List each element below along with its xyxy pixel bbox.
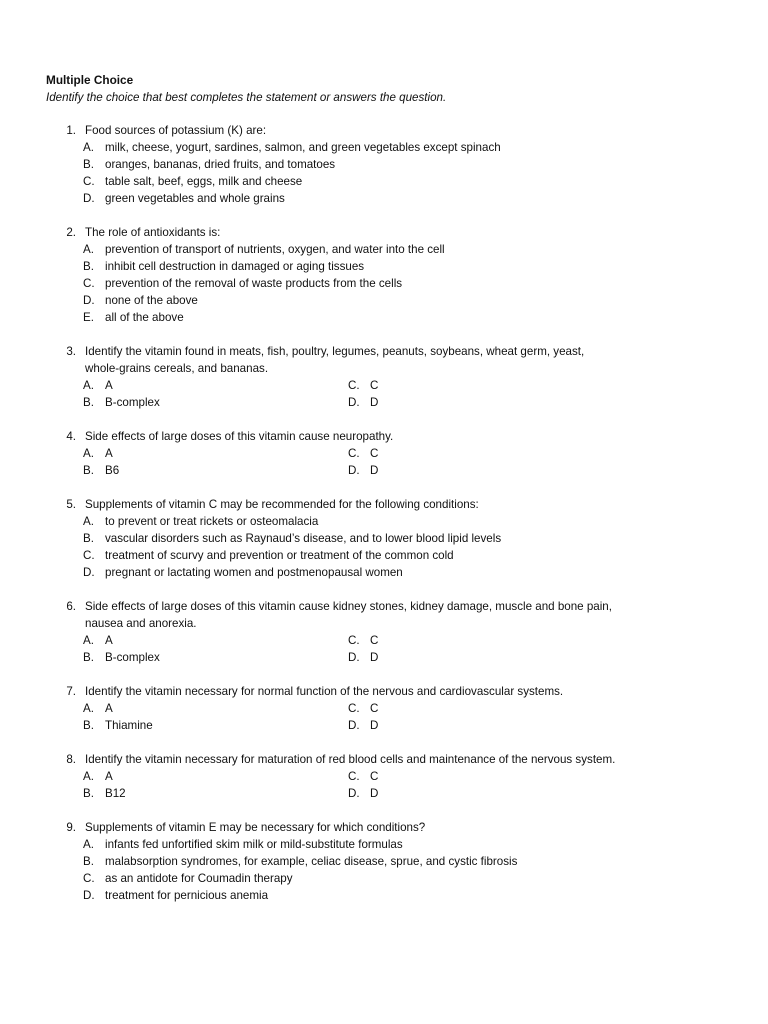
option-label[interactable]: A. bbox=[83, 702, 94, 715]
option-text[interactable]: C bbox=[370, 447, 379, 460]
option-text: oranges, bananas, dried fruits, and tomatoes bbox=[105, 158, 336, 171]
option-label[interactable]: C. bbox=[348, 702, 360, 715]
option-label: A. bbox=[83, 838, 94, 851]
question-stem-line bbox=[0, 343, 768, 360]
option-text[interactable]: B-complex bbox=[105, 396, 160, 409]
answer-option[interactable] bbox=[0, 156, 768, 173]
option-text: milk, cheese, yogurt, sardines, salmon, and green vegetables except spinach bbox=[105, 141, 501, 154]
option-label[interactable]: D. bbox=[348, 787, 360, 800]
answer-option-row bbox=[0, 632, 768, 649]
option-label[interactable]: C. bbox=[348, 447, 360, 460]
question-4 bbox=[0, 428, 768, 479]
option-label: E. bbox=[83, 311, 94, 324]
option-label[interactable]: B. bbox=[83, 651, 94, 664]
option-text[interactable]: D bbox=[370, 651, 379, 664]
option-text: all of the above bbox=[105, 311, 184, 324]
answer-option[interactable] bbox=[0, 173, 768, 190]
question-text: Supplements of vitamin C may be recommended for the following conditions: bbox=[85, 498, 479, 511]
option-label[interactable]: D. bbox=[348, 651, 360, 664]
option-text[interactable]: Thiamine bbox=[105, 719, 153, 732]
question-text: Side effects of large doses of this vitamin cause kidney stones, kidney damage, muscle and bone pain, bbox=[85, 600, 612, 613]
option-label[interactable]: D. bbox=[348, 396, 360, 409]
option-label: A. bbox=[83, 515, 94, 528]
question-stem-line bbox=[0, 615, 768, 632]
option-text: infants fed unfortified skim milk or mild-substitute formulas bbox=[105, 838, 403, 851]
option-text: table salt, beef, eggs, milk and cheese bbox=[105, 175, 303, 188]
option-text: prevention of the removal of waste products from the cells bbox=[105, 277, 403, 290]
option-label[interactable]: D. bbox=[348, 464, 360, 477]
option-text[interactable]: A bbox=[105, 702, 113, 715]
answer-option[interactable] bbox=[0, 564, 768, 581]
question-stem-line bbox=[0, 224, 768, 241]
option-label[interactable]: D. bbox=[348, 719, 360, 732]
answer-option-row bbox=[0, 394, 768, 411]
answer-option[interactable] bbox=[0, 836, 768, 853]
option-text[interactable]: A bbox=[105, 447, 113, 460]
question-list bbox=[0, 122, 768, 921]
question-text: Food sources of potassium (K) are: bbox=[85, 124, 267, 137]
question-number: 7. bbox=[66, 685, 76, 698]
question-number: 3. bbox=[66, 345, 76, 358]
answer-option[interactable] bbox=[0, 258, 768, 275]
option-label[interactable]: C. bbox=[348, 770, 360, 783]
question-number: 6. bbox=[66, 600, 76, 613]
option-label: A. bbox=[83, 243, 94, 256]
question-5 bbox=[0, 496, 768, 581]
question-2 bbox=[0, 224, 768, 326]
option-label[interactable]: C. bbox=[348, 379, 360, 392]
question-text: Identify the vitamin necessary for normal function of the nervous and cardiovascular systems. bbox=[85, 685, 564, 698]
question-number: 8. bbox=[66, 753, 76, 766]
question-number: 9. bbox=[66, 821, 76, 834]
option-label: B. bbox=[83, 158, 94, 171]
option-text[interactable]: C bbox=[370, 770, 379, 783]
instructions-text: Identify the choice that best completes the statement or answers the question. bbox=[46, 91, 447, 104]
option-label: A. bbox=[83, 141, 94, 154]
answer-option[interactable] bbox=[0, 275, 768, 292]
question-stem-line bbox=[0, 683, 768, 700]
option-text: treatment for pernicious anemia bbox=[105, 889, 269, 902]
answer-option[interactable] bbox=[0, 853, 768, 870]
question-text: The role of antioxidants is: bbox=[85, 226, 221, 239]
answer-option-row bbox=[0, 717, 768, 734]
answer-option[interactable] bbox=[0, 870, 768, 887]
answer-option-row bbox=[0, 445, 768, 462]
answer-option[interactable] bbox=[0, 513, 768, 530]
question-stem-line bbox=[0, 122, 768, 139]
option-label[interactable]: A. bbox=[83, 770, 94, 783]
option-label[interactable]: B. bbox=[83, 396, 94, 409]
answer-option[interactable] bbox=[0, 190, 768, 207]
option-text: treatment of scurvy and prevention or treatment of the common cold bbox=[105, 549, 454, 562]
question-stem-line bbox=[0, 819, 768, 836]
option-label[interactable]: A. bbox=[83, 447, 94, 460]
answer-option-row bbox=[0, 700, 768, 717]
question-7 bbox=[0, 683, 768, 734]
answer-option[interactable] bbox=[0, 547, 768, 564]
option-text[interactable]: D bbox=[370, 787, 379, 800]
option-text: pregnant or lactating women and postmenopausal women bbox=[105, 566, 403, 579]
option-label[interactable]: A. bbox=[83, 634, 94, 647]
answer-option[interactable] bbox=[0, 530, 768, 547]
option-text[interactable]: A bbox=[105, 770, 113, 783]
option-label[interactable]: B. bbox=[83, 464, 94, 477]
answer-option-row bbox=[0, 377, 768, 394]
option-label[interactable]: C. bbox=[348, 634, 360, 647]
answer-option[interactable] bbox=[0, 309, 768, 326]
option-text[interactable]: B6 bbox=[105, 464, 120, 477]
option-label[interactable]: B. bbox=[83, 719, 94, 732]
option-text: vascular disorders such as Raynaud’s disease, and to lower blood lipid levels bbox=[105, 532, 502, 545]
question-stem-line bbox=[0, 360, 768, 377]
option-text: green vegetables and whole grains bbox=[105, 192, 285, 205]
question-number: 5. bbox=[66, 498, 76, 511]
option-label: D. bbox=[83, 889, 95, 902]
option-text[interactable]: A bbox=[105, 634, 113, 647]
answer-option-row bbox=[0, 462, 768, 479]
option-text[interactable]: A bbox=[105, 379, 113, 392]
option-text: malabsorption syndromes, for example, celiac disease, sprue, and cystic fibrosis bbox=[105, 855, 518, 868]
question-text: Side effects of large doses of this vitamin cause neuropathy. bbox=[85, 430, 394, 443]
answer-option-row bbox=[0, 768, 768, 785]
answer-option-row bbox=[0, 785, 768, 802]
question-text: Identify the vitamin necessary for maturation of red blood cells and maintenance of the nervous system. bbox=[85, 753, 616, 766]
section-heading: Multiple Choice bbox=[46, 73, 134, 87]
question-stem-line bbox=[0, 598, 768, 615]
question-stem-line bbox=[0, 496, 768, 513]
question-number: 1. bbox=[66, 124, 76, 137]
question-number: 2. bbox=[66, 226, 76, 239]
option-text: inhibit cell destruction in damaged or aging tissues bbox=[105, 260, 365, 273]
question-text: Supplements of vitamin E may be necessary for which conditions? bbox=[85, 821, 426, 834]
option-text[interactable]: D bbox=[370, 464, 379, 477]
option-text[interactable]: C bbox=[370, 634, 379, 647]
question-stem-line bbox=[0, 428, 768, 445]
option-label[interactable]: B. bbox=[83, 787, 94, 800]
option-text[interactable]: C bbox=[370, 379, 379, 392]
answer-option-row bbox=[0, 649, 768, 666]
answer-option[interactable] bbox=[0, 887, 768, 904]
option-label: C. bbox=[83, 277, 95, 290]
question-text: whole-grains cereals, and bananas. bbox=[85, 362, 269, 375]
option-label: B. bbox=[83, 532, 94, 545]
question-number: 4. bbox=[66, 430, 76, 443]
option-text[interactable]: B12 bbox=[105, 787, 126, 800]
option-text: prevention of transport of nutrients, oxygen, and water into the cell bbox=[105, 243, 445, 256]
option-label: B. bbox=[83, 260, 94, 273]
question-stem-line bbox=[0, 751, 768, 768]
option-label: B. bbox=[83, 855, 94, 868]
option-label: D. bbox=[83, 566, 95, 579]
question-1 bbox=[0, 122, 768, 207]
answer-option[interactable] bbox=[0, 139, 768, 156]
answer-option[interactable] bbox=[0, 292, 768, 309]
question-3 bbox=[0, 343, 768, 411]
option-text[interactable]: C bbox=[370, 702, 379, 715]
option-text: none of the above bbox=[105, 294, 198, 307]
answer-option[interactable] bbox=[0, 241, 768, 258]
question-9 bbox=[0, 819, 768, 904]
option-label: C. bbox=[83, 549, 95, 562]
option-label[interactable]: A. bbox=[83, 379, 94, 392]
question-6 bbox=[0, 598, 768, 666]
option-label: D. bbox=[83, 192, 95, 205]
option-label: C. bbox=[83, 872, 95, 885]
option-label: C. bbox=[83, 175, 95, 188]
question-8 bbox=[0, 751, 768, 802]
option-text[interactable]: B-complex bbox=[105, 651, 160, 664]
question-text: nausea and anorexia. bbox=[85, 617, 197, 630]
option-text[interactable]: D bbox=[370, 396, 379, 409]
option-text: as an antidote for Coumadin therapy bbox=[105, 872, 293, 885]
question-text: Identify the vitamin found in meats, fish, poultry, legumes, peanuts, soybeans, wheat germ, yeast, bbox=[85, 345, 585, 358]
option-label: D. bbox=[83, 294, 95, 307]
option-text[interactable]: D bbox=[370, 719, 379, 732]
option-text: to prevent or treat rickets or osteomalacia bbox=[105, 515, 319, 528]
